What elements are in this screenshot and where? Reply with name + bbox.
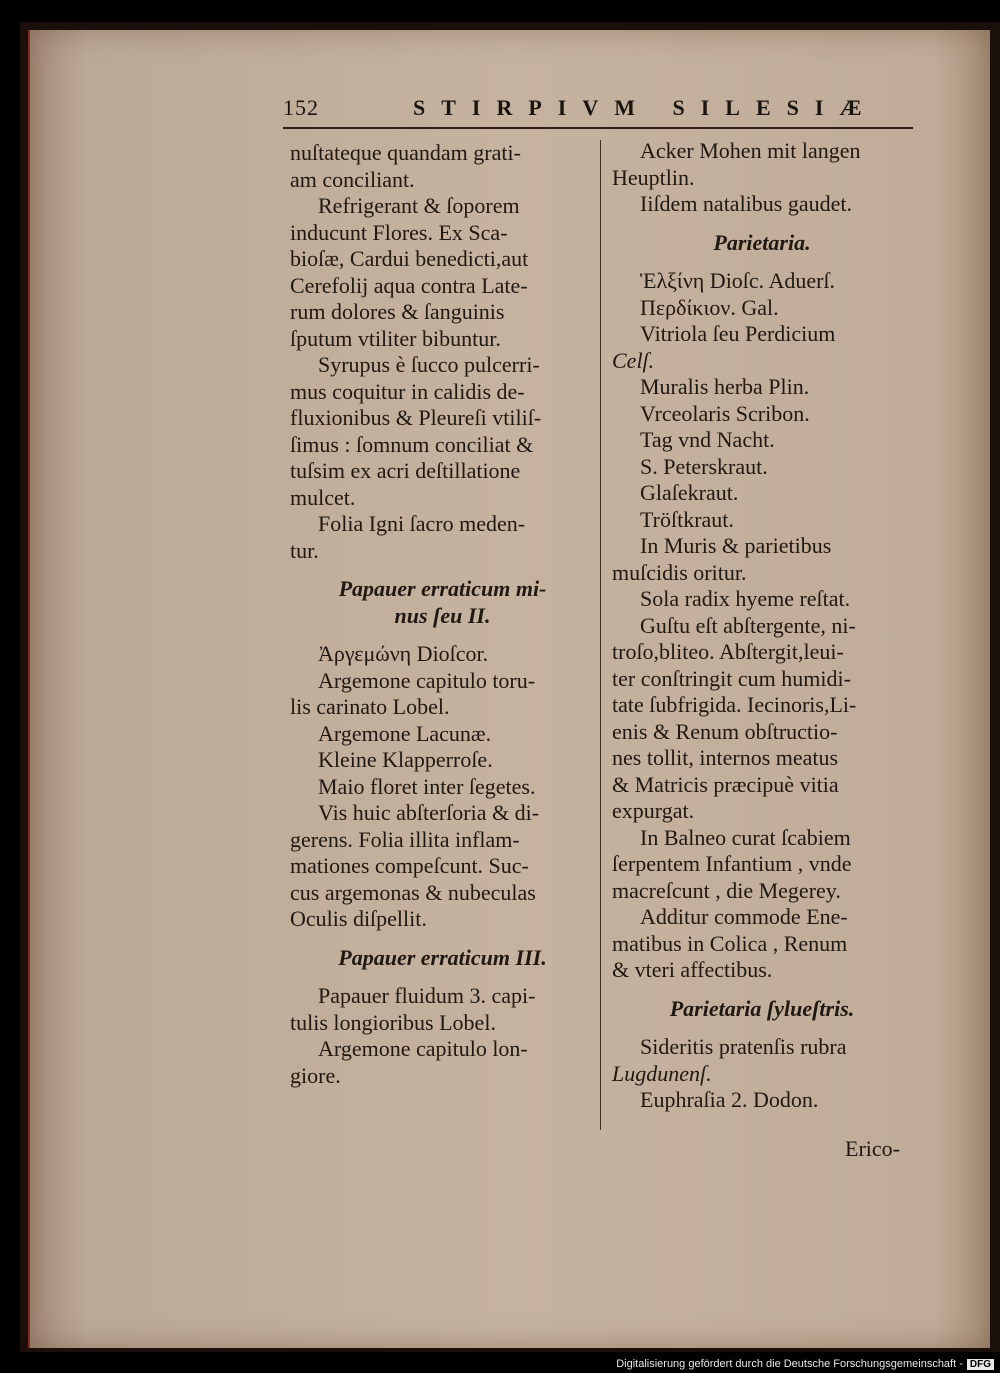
text-line: Sola radix hyeme reſtat.	[640, 586, 851, 611]
text-line: Ἑλξίνη Dioſc. Aduerſ.	[640, 268, 836, 293]
text-line: tulis longioribus Lobel.	[290, 1009, 496, 1035]
text-line: S. Peterskraut.	[640, 453, 768, 479]
text-line: Argemone capitulo lon-	[318, 1036, 528, 1061]
text-line: Lugdunenſ.	[612, 1060, 712, 1086]
spacer	[612, 1022, 912, 1034]
text-line: ſputum vtiliter bibuntur.	[290, 325, 501, 351]
footer-text: Digitalisierung gefördert durch die Deutsche Forschungsgemeinschaft -	[616, 1358, 963, 1370]
text-line: mus coquitur in calidis de-	[290, 378, 525, 404]
text-line: inducunt Flores. Ex Sca-	[290, 219, 508, 245]
text-line: Muralis herba Plin.	[640, 374, 810, 399]
text-line: Vrceolaris Scribon.	[640, 400, 810, 426]
text-line: mationes compeſcunt. Suc-	[290, 853, 529, 878]
section-heading: Parietaria.	[713, 229, 811, 255]
text-line: Tag vnd Nacht.	[640, 427, 775, 452]
text-line: Acker Mohen mit langen	[640, 138, 861, 163]
text-line: ſerpentem Infantium , vnde	[612, 851, 852, 876]
text-line: & Matricis præcipuè vitia	[612, 771, 839, 797]
text-line: & vteri affectibus.	[612, 957, 773, 982]
text-line: am conciliant.	[290, 166, 415, 192]
text-line: Heuptlin.	[612, 164, 695, 190]
text-line: mulcet.	[290, 484, 356, 510]
catchword: Erico-	[845, 1136, 900, 1161]
running-header	[283, 95, 913, 123]
text-line: In Balneo curat ſcabiem	[640, 824, 851, 850]
header-rule	[283, 127, 913, 129]
spacer	[612, 984, 912, 996]
spacer	[290, 971, 595, 983]
text-line: muſcidis oritur.	[612, 559, 747, 585]
text-line: enis & Renum obſtructio-	[612, 718, 838, 744]
text-line: Cerefolij aqua contra Late-	[290, 272, 528, 298]
dfg-logo: DFG	[967, 1359, 994, 1370]
text-line: macreſcunt , die Megerey.	[612, 877, 841, 903]
text-line: matibus in Colica , Renum	[612, 930, 848, 956]
text-line: tate ſubfrigida. Iecinoris,Li-	[612, 692, 857, 717]
text-line: ſimus : ſomnum conciliat &	[290, 431, 534, 457]
left-column	[290, 140, 595, 1089]
running-title: STIRPIVM SILESIÆ	[413, 95, 878, 120]
text-line: fluxionibus & Pleureſi vtiliſ-	[290, 405, 542, 430]
spacer	[290, 564, 595, 576]
text-line: tur.	[290, 537, 319, 563]
text-line: Vitriola ſeu Perdicium	[640, 321, 836, 346]
text-line: Tröſtkraut.	[640, 506, 734, 532]
text-line: Argemone capitulo toru-	[318, 667, 536, 693]
text-line: bioſæ, Cardui benedicti,aut	[290, 246, 529, 271]
page-number: 152	[283, 95, 319, 120]
text-line: cus argemonas & nubeculas	[290, 879, 536, 905]
text-line: gerens. Folia illita inflam-	[290, 826, 520, 852]
spacer	[290, 933, 595, 945]
text-line: ter conſtringit cum humidi-	[612, 665, 851, 691]
column-divider	[600, 140, 601, 1130]
text-line: Kleine Klapperroſe.	[318, 747, 493, 772]
text-line: Glaſekraut.	[640, 480, 739, 505]
text-line: Vis huic abſterſoria & di-	[318, 800, 540, 825]
right-column	[612, 138, 912, 1114]
text-line: In Muris & parietibus	[640, 533, 832, 558]
text-line: tuſsim ex acri deſtillatione	[290, 458, 521, 483]
text-line: Celſ.	[612, 347, 655, 373]
text-line: Additur commode Ene-	[640, 904, 848, 929]
text-line: Argemone Lacunæ.	[318, 720, 492, 746]
section-heading: Parietaria ſylueſtris.	[669, 995, 855, 1021]
text-line: troſo,bliteo. Abſtergit,leui-	[612, 639, 844, 664]
text-line: rum dolores & ſanguinis	[290, 299, 505, 324]
text-line: Guſtu eſt abſtergente, ni-	[640, 612, 856, 638]
text-line: lis carinato Lobel.	[290, 694, 450, 719]
text-line: Περδίκιον. Gal.	[640, 294, 779, 320]
digitization-footer	[616, 1358, 994, 1370]
text-line: Syrupus è ſucco pulcerri-	[318, 352, 540, 377]
text-line: Maio floret inter ſegetes.	[318, 773, 536, 799]
section-heading: Papauer erraticum mi-	[338, 576, 547, 601]
section-heading: nus ſeu II.	[394, 602, 491, 628]
text-line: Sideritis pratenſis rubra	[640, 1034, 847, 1059]
text-line: Iiſdem natalibus gaudet.	[640, 191, 852, 216]
spacer	[612, 218, 912, 230]
text-line: nuſtateque quandam grati-	[290, 140, 521, 165]
text-line: giore.	[290, 1062, 341, 1088]
spacer	[612, 256, 912, 268]
text-line: Euphraſia 2. Dodon.	[640, 1087, 819, 1112]
text-line: Folia Igni ſacro meden-	[318, 511, 526, 536]
text-line: Papauer fluidum 3. capi-	[318, 983, 536, 1008]
text-line: nes tollit, internos meatus	[612, 745, 839, 770]
text-line: Ἀργεμώνη Dioſcor.	[318, 641, 489, 666]
text-line: expurgat.	[612, 798, 695, 823]
spacer	[290, 629, 595, 641]
text-line: Oculis diſpellit.	[290, 906, 427, 931]
text-line: Refrigerant & ſoporem	[318, 193, 520, 218]
section-heading: Papauer erraticum III.	[338, 944, 547, 970]
